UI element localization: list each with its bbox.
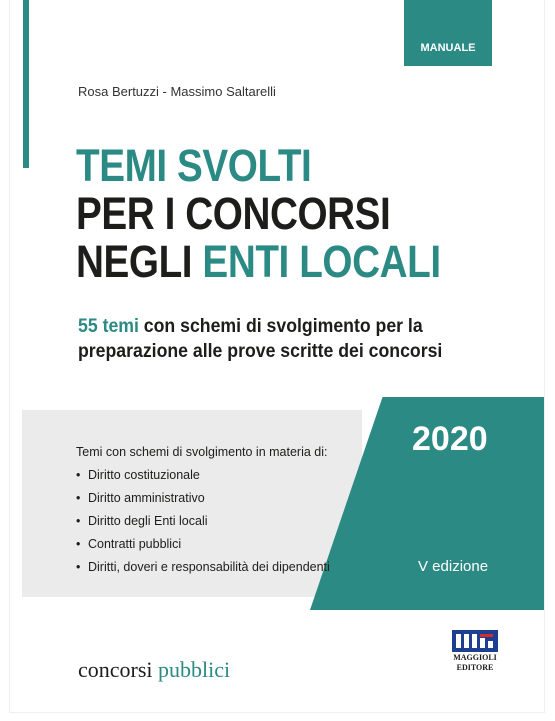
publisher-mark-icon <box>452 630 498 652</box>
topic-label: Contratti pubblici <box>88 537 182 551</box>
book-title <box>76 142 472 286</box>
title-line-3 <box>76 238 472 286</box>
topics-list <box>76 441 376 579</box>
list-item <box>76 533 376 556</box>
category-tag <box>404 0 492 66</box>
list-item <box>76 487 376 510</box>
book-cover <box>10 0 544 712</box>
title-line-2: PER I CONCORSI <box>76 188 391 239</box>
series-name <box>78 657 230 683</box>
subtitle-line-1-rest: con schemi di svolgimento per la <box>138 316 423 337</box>
bullet-icon: • <box>76 560 81 574</box>
list-item <box>76 464 376 487</box>
bullet-icon: • <box>76 514 81 528</box>
edition-year: 2020 <box>412 420 488 458</box>
topics-items <box>76 464 376 579</box>
edition-number: V edizione <box>418 558 489 575</box>
publisher-name-line-1: MAGGIOLI <box>453 653 497 662</box>
subtitle-highlight: 55 temi <box>78 316 139 337</box>
list-item <box>76 510 376 533</box>
topic-label: Diritto costituzionale <box>88 468 200 482</box>
title-line-1: TEMI SVOLTI <box>76 140 312 191</box>
topic-label: Diritto degli Enti locali <box>88 514 208 528</box>
subtitle-line-2: preparazione alle prove scritte dei concorsi <box>78 341 443 362</box>
topic-label: Diritti, doveri e responsabilità dei dipendenti <box>88 560 330 574</box>
bullet-icon: • <box>76 491 81 505</box>
series-name-part-1: concorsi <box>78 657 159 682</box>
subtitle <box>78 314 487 364</box>
bullet-icon: • <box>76 468 81 482</box>
series-name-part-2: pubblici <box>158 657 231 682</box>
topic-label: Diritto amministrativo <box>88 491 205 505</box>
bullet-icon: • <box>76 537 81 551</box>
category-tag-label: MANUALE <box>420 42 476 54</box>
topics-intro: Temi con schemi di svolgimento in materia di: <box>76 445 328 459</box>
publisher-name-line-2: EDITORE <box>456 663 494 672</box>
publisher-logo <box>444 630 506 672</box>
title-line-3-teal: ENTI LOCALI <box>202 236 441 287</box>
authors: Rosa Bertuzzi - Massimo Saltarelli <box>78 84 276 99</box>
accent-bar <box>23 0 29 168</box>
list-item <box>76 556 376 579</box>
title-line-3-dark: NEGLI <box>76 236 203 287</box>
